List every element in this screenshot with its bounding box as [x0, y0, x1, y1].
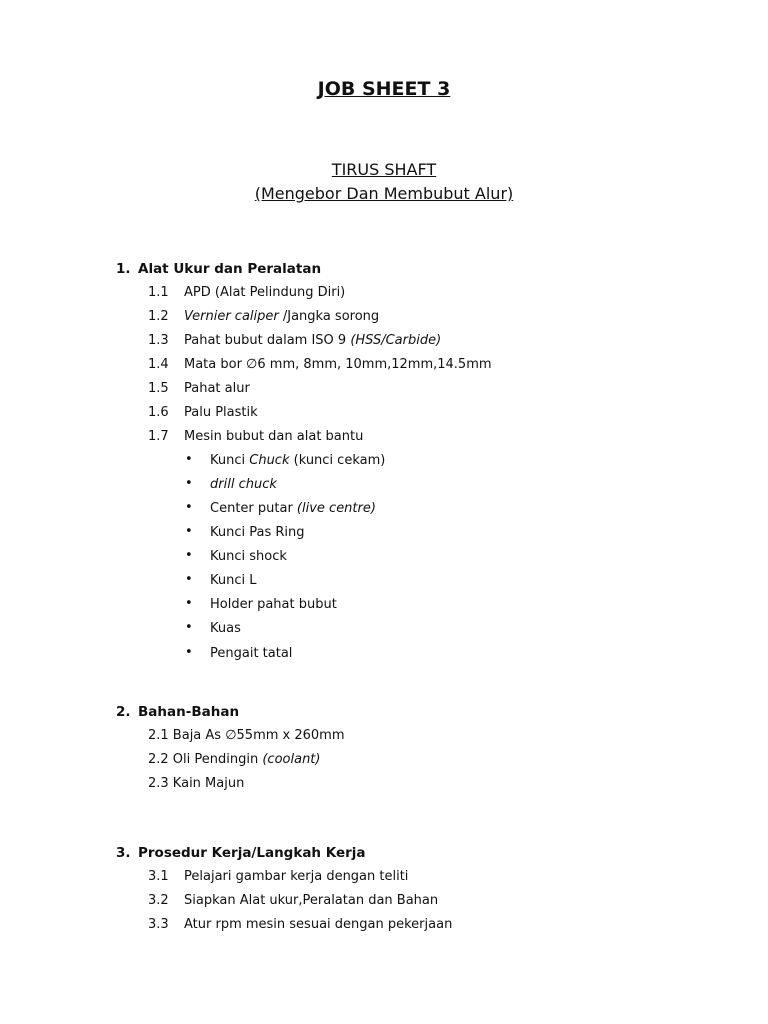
- item-plain-text: Pahat bubut dalam ISO 9: [184, 333, 351, 348]
- bullet-text: Kuas: [210, 621, 241, 636]
- bullet-text: Kunci Pas Ring: [210, 525, 305, 540]
- item-number: 1.7: [148, 429, 169, 444]
- section-number: 2.: [116, 704, 131, 720]
- bullet-italic-text: drill chuck: [210, 477, 277, 492]
- section-heading-text: Bahan-Bahan: [138, 704, 240, 720]
- item-number: 3.3: [148, 917, 169, 932]
- item-text: APD (Alat Pelindung Diri): [184, 285, 346, 300]
- bullet-icon: •: [185, 524, 193, 539]
- item-number: 1.2: [148, 309, 169, 324]
- bullet-italic-text: Chuck: [249, 453, 290, 468]
- section-heading-text: Prosedur Kerja/Langkah Kerja: [138, 845, 366, 861]
- item-text: 2.1 Baja As ∅55mm x 260mm: [148, 728, 345, 743]
- bullet-text: [210, 501, 376, 516]
- document-subtitle-detail: (Mengebor Dan Membubut Alur): [254, 184, 514, 203]
- bullet-icon: •: [185, 452, 193, 467]
- bullet-text: Holder pahat bubut: [210, 597, 337, 612]
- section-number: 3.: [116, 845, 131, 861]
- item-number: 3.2: [148, 893, 169, 908]
- item-text: [148, 752, 320, 767]
- item-text: Pelajari gambar kerja dengan teliti: [184, 869, 409, 884]
- item-number: 1.4: [148, 357, 169, 372]
- item-number: 1.3: [148, 333, 169, 348]
- item-number: 1.6: [148, 405, 169, 420]
- bullet-icon: •: [185, 476, 193, 491]
- item-number: 1.5: [148, 381, 169, 396]
- bullet-icon: •: [185, 500, 193, 515]
- item-text: [184, 333, 441, 348]
- item-text: Palu Plastik: [184, 405, 258, 420]
- section-heading: [116, 845, 366, 861]
- bullet-plain-text: Center putar: [210, 501, 297, 516]
- item-text: Atur rpm mesin sesuai dengan pekerjaan: [184, 917, 453, 932]
- document-title: JOB SHEET 3: [317, 78, 451, 100]
- item-italic-text: Vernier caliper: [184, 309, 279, 324]
- bullet-text: [210, 453, 385, 468]
- bullet-icon: •: [185, 548, 193, 563]
- bullet-text: Kunci L: [210, 573, 257, 588]
- bullet-icon: •: [185, 620, 193, 635]
- bullet-text: [210, 477, 277, 492]
- item-text: Pahat alur: [184, 381, 250, 396]
- section-heading: [116, 261, 321, 277]
- item-number: 1.1: [148, 285, 169, 300]
- bullet-icon: •: [185, 645, 193, 660]
- bullet-text: Pengait tatal: [210, 646, 293, 661]
- bullet-icon: •: [185, 572, 193, 587]
- bullet-text: Kunci shock: [210, 549, 287, 564]
- item-text: Mesin bubut dan alat bantu: [184, 429, 364, 444]
- item-number: 3.1: [148, 869, 169, 884]
- bullet-icon: •: [185, 596, 193, 611]
- section-heading-text: Alat Ukur dan Peralatan: [138, 261, 322, 277]
- item-text: 2.3 Kain Majun: [148, 776, 245, 791]
- bullet-italic-text: (live centre): [296, 501, 376, 516]
- section-number: 1.: [116, 261, 131, 277]
- item-text: [184, 309, 379, 324]
- section-heading: [116, 704, 239, 720]
- item-plain-text: /Jangka sorong: [278, 309, 380, 324]
- document-subtitle: TIRUS SHAFT: [331, 160, 437, 179]
- item-text: Mata bor ∅6 mm, 8mm, 10mm,12mm,14.5mm: [184, 357, 492, 372]
- item-italic-text: (coolant): [262, 752, 321, 767]
- bullet-plain-text: (kunci cekam): [289, 453, 386, 468]
- item-text: Siapkan Alat ukur,Peralatan dan Bahan: [184, 893, 439, 908]
- item-italic-text: (HSS/Carbide): [350, 333, 442, 348]
- item-plain-text: 2.2 Oli Pendingin: [148, 752, 263, 767]
- bullet-plain-text: Kunci: [210, 453, 250, 468]
